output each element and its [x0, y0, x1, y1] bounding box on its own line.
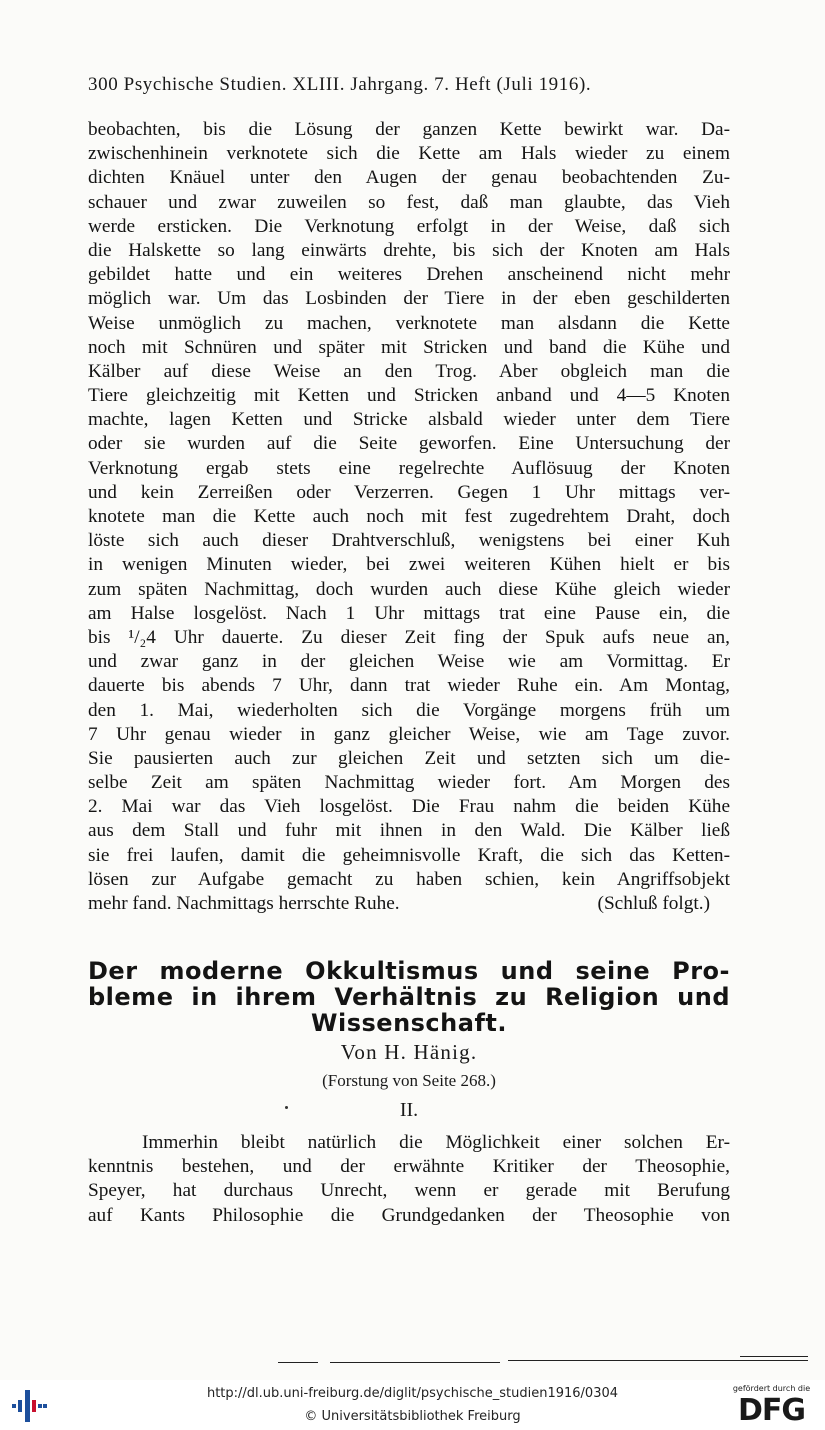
scan-rule [330, 1362, 500, 1363]
body-line: oder sie wurden auf die Seite geworfen. Eine Untersuchung der [88, 433, 730, 455]
body-line: zum späten Nachmittag, doch wurden auch diese Kühe gleich wieder [88, 578, 730, 600]
section-number: II. [399, 1099, 419, 1121]
dfg-logo-mark: DFG [737, 1393, 806, 1428]
body-line: Weise unmöglich zu machen, verknotete man alsdann die Kette [88, 312, 730, 334]
body-line: dauerte bis abends 7 Uhr, dann trat wieder Ruhe ein. Am Montag, [88, 675, 730, 697]
body-line: knotete man die Kette auch noch mit fest zugedrehtem Draht, doch [88, 506, 730, 527]
scan-rule [278, 1362, 318, 1363]
body-line: Sie pausierten auch zur gleichen Zeit und setzten sich um die- [88, 747, 730, 769]
dfg-sponsor-logo [724, 1384, 819, 1428]
viewer-footer [0, 1380, 825, 1430]
continued-from-note: (Forstung von Seite 268.) [322, 1071, 496, 1090]
title-line: Der moderne Okkultismus und seine Pro- [88, 957, 730, 985]
body-line: Verknotung ergab stets eine regelrechte Auflösuug der Knoten [88, 457, 730, 479]
body-line: 2. Mai war das Vieh losgelöst. Die Frau nahm die beiden Kühe [88, 796, 730, 818]
body-line: möglich war. Um das Losbinden der Tiere in der eben geschilderten [88, 288, 730, 310]
body-line: 7 Uhr genau wieder in ganz gleicher Weise, wie am Tage zuvor. [88, 723, 730, 745]
body-line: lösen zur Aufgabe gemacht zu haben schien, kein Angriffsobjekt [88, 868, 730, 890]
body-line: machte, lagen Ketten und Stricke alsbald wieder unter dem Tiere [88, 409, 730, 431]
body-line: zwischenhinein verknotete sich die Kette am Hals wieder zu einem [88, 143, 730, 165]
section-line: Immerhin bleibt natürlich die Möglichkeit einer solchen Er- [142, 1132, 730, 1153]
section-line: Speyer, hat durchaus Unrecht, wenn er gerade mit Berufung [88, 1180, 730, 1202]
body-last-line [88, 892, 730, 916]
body-line: Kälber auf diese Weise an den Trog. Aber obgleich man die [88, 360, 730, 382]
body-line: beobachten, bis die Lösung der ganzen Kette bewirkt war. Da- [88, 119, 730, 140]
scan-rule [740, 1356, 808, 1357]
article-title [88, 958, 730, 1036]
body-line: schauer und zwar zuweilen so fest, daß man glaubte, das Vieh [88, 191, 730, 213]
body-line: die Halskette so lang einwärts drehte, bis sich der Knoten am Hals [88, 239, 730, 261]
scan-rule [508, 1360, 808, 1361]
scan-edge-rules [0, 1350, 825, 1370]
body-line: werde ersticken. Die Verknotung erfolgt in der Weise, daß sich [88, 215, 730, 237]
section-line: auf Kants Philosophie die Grundgedanken der Theosophie von [88, 1204, 730, 1226]
body-line: selbe Zeit am späten Nachmittag wieder fort. Am Morgen des [88, 772, 730, 794]
body-line: sie frei laufen, damit die geheimnisvolle Kraft, die sich das Ketten- [88, 844, 730, 866]
body-line: den 1. Mai, wiederholten sich die Vorgänge morgens früh um [88, 699, 730, 721]
body-line: Tiere gleichzeitig mit Ketten und Stricken anband und 4—5 Knoten [88, 385, 730, 407]
continuation-note: (Schluß folgt.) [597, 893, 710, 914]
footer-url-link[interactable]: http://dl.ub.uni-freiburg.de/diglit/psychische_studien1916/0304 [206, 1386, 619, 1401]
section-line: kenntnis bestehen, und der erwähnte Kritiker der Theosophie, [88, 1156, 730, 1178]
body-line: gebildet hatte und ein weiteres Drehen anscheinend nicht mehr [88, 264, 730, 286]
article-author: Von H. Hänig. [340, 1040, 478, 1064]
footer-copyright: © Universitätsbibliothek Freiburg [304, 1409, 521, 1424]
body-line: dichten Knäuel unter den Augen der genau beobachtenden Zu- [88, 167, 730, 189]
title-line: Wissenschaft. [311, 1009, 507, 1037]
body-line: und kein Zerreißen oder Verzerren. Gegen 1 Uhr mittags ver- [88, 481, 730, 503]
body-line: noch mit Schnüren und später mit Stricken und band die Kühe und [88, 336, 730, 358]
sponsor-caption: gefördert durch die [732, 1384, 811, 1393]
body-text [88, 118, 730, 916]
body-line: und zwar ganz in der gleichen Weise wie am Vormittag. Er [88, 651, 730, 673]
title-line: bleme in ihrem Verhältnis zu Religion und [88, 983, 730, 1011]
running-head: 300 Psychische Studien. XLIII. Jahrgang. 7. Heft (Juli 1916). [88, 74, 592, 95]
body-line: mehr fand. Nachmittags herrschte Ruhe. [88, 893, 400, 914]
body-line: aus dem Stall und fuhr mit ihnen in den Wald. Die Kälber ließ [88, 820, 730, 842]
body-line: am Halse losgelöst. Nach 1 Uhr mittags trat eine Pause ein, die [88, 602, 730, 624]
section-text [88, 1131, 730, 1228]
body-line: löste sich auch dieser Drahtverschluß, wenigstens bei einer Kuh [88, 530, 730, 552]
body-line: bis ¹/₂4 Uhr dauerte. Zu dieser Zeit fing der Spuk aufs neue an, [88, 626, 730, 648]
body-line: in wenigen Minuten wieder, bei zwei weiteren Kühen hielt er bis [88, 554, 730, 576]
